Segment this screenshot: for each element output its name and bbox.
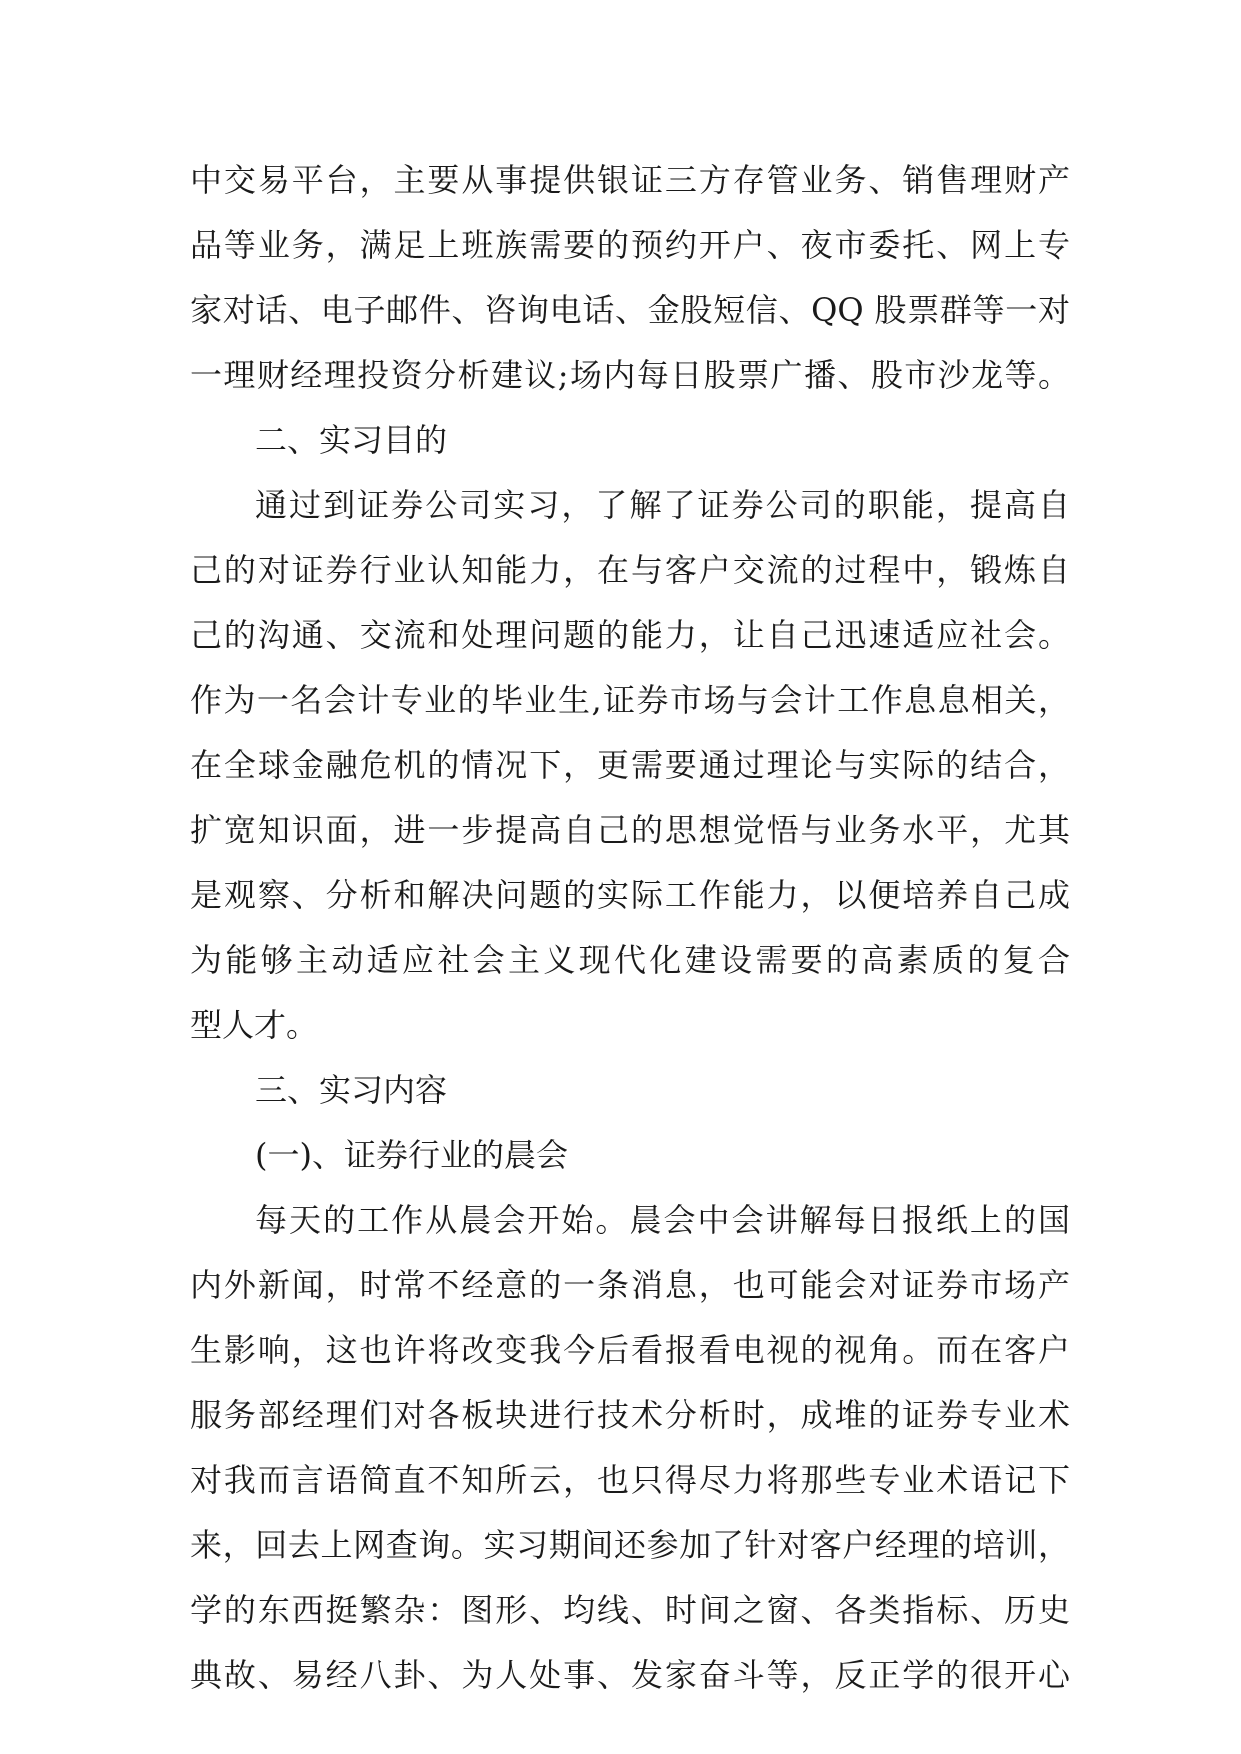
paragraph-line: 己的对证券行业认知能力，在与客户交流的过程中，锻炼自 — [190, 551, 1070, 589]
paragraph-line: 内外新闻，时常不经意的一条消息，也可能会对证券市场产 — [190, 1266, 1070, 1304]
paragraph-line: 通过到证券公司实习，了解了证券公司的职能，提高自 — [255, 486, 1070, 524]
paragraph-line: 典故、易经八卦、为人处事、发家奋斗等，反正学的很开心 — [190, 1656, 1070, 1694]
paragraph-line: 服务部经理们对各板块进行技术分析时，成堆的证券专业术 — [190, 1396, 1070, 1434]
paragraph-line: 每天的工作从晨会开始。晨会中会讲解每日报纸上的国 — [255, 1201, 1070, 1239]
section-heading: 二、实习目的 — [255, 421, 448, 459]
paragraph-line: 为能够主动适应社会主义现代化建设需要的高素质的复合 — [190, 941, 1070, 979]
paragraph-line: 对我而言语简直不知所云，也只得尽力将那些专业术语记下 — [190, 1461, 1070, 1499]
paragraph-line: 扩宽知识面，进一步提高自己的思想觉悟与业务水平，尤其 — [190, 811, 1070, 849]
paragraph-line: 是观察、分析和解决问题的实际工作能力，以便培养自己成 — [190, 876, 1070, 914]
paragraph-line: 一理财经理投资分析建议;场内每日股票广播、股市沙龙等。 — [190, 356, 1070, 394]
subsection-heading: (一)、证券行业的晨会 — [255, 1136, 568, 1174]
paragraph-line: 中交易平台，主要从事提供银证三方存管业务、销售理财产 — [190, 161, 1070, 199]
paragraph-line: 在全球金融危机的情况下，更需要通过理论与实际的结合， — [190, 746, 1070, 784]
paragraph-line: 型人才。 — [190, 1006, 319, 1044]
section-heading: 三、实习内容 — [255, 1071, 448, 1109]
paragraph-line: 作为一名会计专业的毕业生,证券市场与会计工作息息相关， — [190, 681, 1070, 719]
paragraph-line: 家对话、电子邮件、咨询电话、金股短信、QQ 股票群等一对 — [190, 291, 1070, 329]
paragraph-line: 己的沟通、交流和处理问题的能力，让自己迅速适应社会。 — [190, 616, 1070, 654]
paragraph-line: 学的东西挺繁杂：图形、均线、时间之窗、各类指标、历史 — [190, 1591, 1070, 1629]
paragraph-line: 生影响，这也许将改变我今后看报看电视的视角。而在客户 — [190, 1331, 1070, 1369]
paragraph-line: 来，回去上网查询。实习期间还参加了针对客户经理的培训， — [190, 1526, 1070, 1564]
paragraph-line: 品等业务，满足上班族需要的预约开户、夜市委托、网上专 — [190, 226, 1070, 264]
